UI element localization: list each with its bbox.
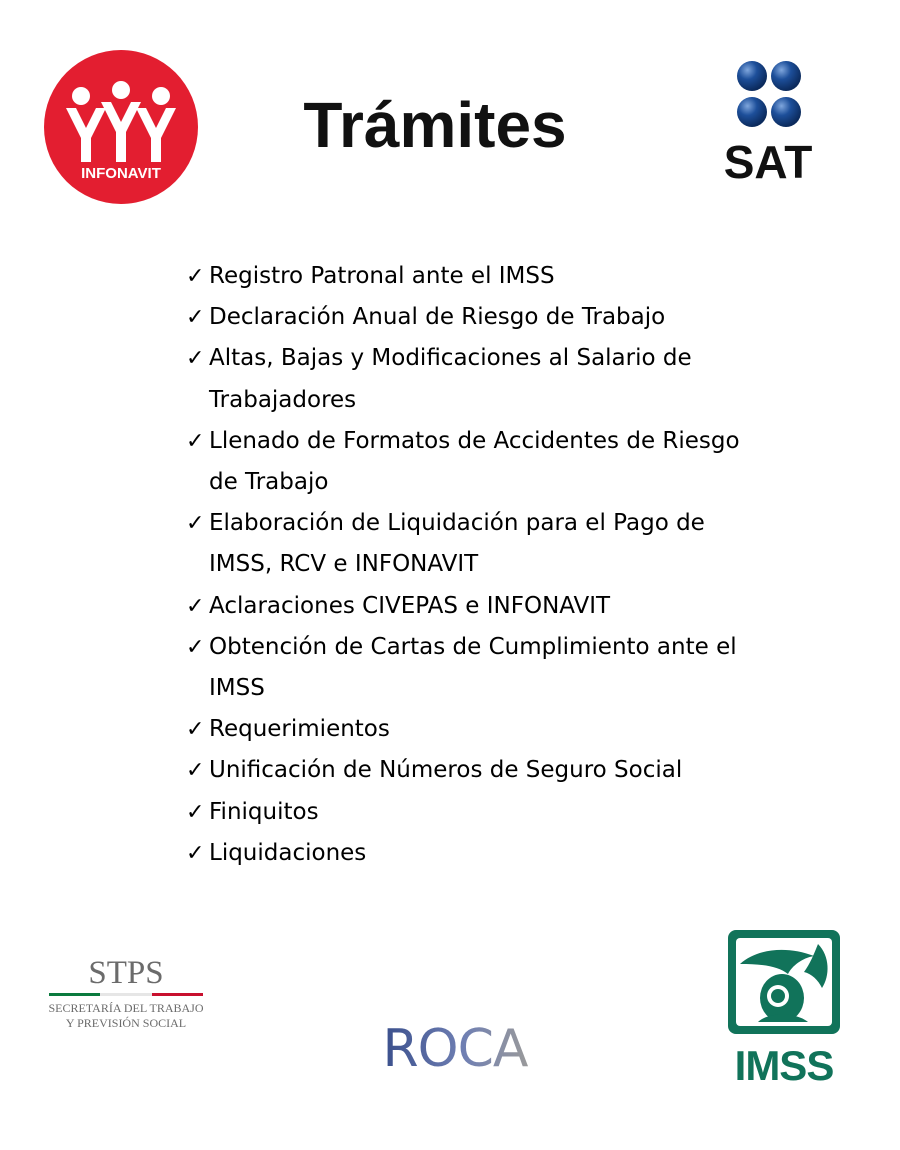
list-item: [186, 627, 746, 709]
stps-acronym: STPS: [88, 955, 164, 991]
list-item-label: Unificación de Números de Seguro Social: [209, 757, 683, 784]
list-item: [186, 750, 746, 791]
check-icon: ✓: [186, 758, 205, 784]
list-item-label: Obtención de Cartas de Cumplimiento ante el IMSS: [209, 633, 737, 702]
list-item-label: Finiquitos: [209, 798, 319, 825]
check-icon: ✓: [186, 717, 205, 743]
check-icon: ✓: [186, 593, 205, 619]
imss-logo-text: IMSS: [734, 1042, 834, 1086]
imss-logo: [718, 926, 850, 1086]
roca-logo-text: ROCA: [382, 1019, 528, 1076]
check-icon: ✓: [186, 428, 205, 454]
roca-logo: [376, 1018, 534, 1076]
list-item: [186, 586, 746, 627]
check-icon: ✓: [186, 634, 205, 660]
list-item-label: Llenado de Formatos de Accidentes de Riesgo de Trabajo: [209, 427, 740, 496]
list-item: [186, 792, 746, 833]
list-item: [186, 833, 746, 874]
stps-logo: [46, 953, 206, 1033]
check-icon: ✓: [186, 799, 205, 825]
list-item-label: Requerimientos: [209, 716, 390, 743]
check-icon: ✓: [186, 264, 205, 289]
stps-line2: Y PREVISIÓN SOCIAL: [65, 1016, 187, 1030]
check-icon: ✓: [186, 346, 205, 372]
list-item-label: Registro Patronal ante el IMSS: [209, 263, 555, 289]
sat-logo-text: SAT: [723, 136, 813, 182]
tramites-list: [186, 256, 746, 874]
list-item: [186, 503, 746, 585]
list-item: [186, 338, 746, 420]
list-item-label: Declaración Anual de Riesgo de Trabajo: [209, 304, 666, 331]
check-icon: ✓: [186, 840, 205, 866]
sat-logo: [696, 58, 840, 182]
list-item: [186, 297, 746, 338]
infonavit-logo-text: INFONAVIT: [81, 165, 161, 182]
list-item-label: Elaboración de Liquidación para el Pago de IMSS, RCV e INFONAVIT: [209, 510, 705, 578]
list-item: [186, 421, 746, 503]
list-item: [186, 709, 746, 750]
page-title: Trámites: [303, 89, 567, 161]
stps-line1: SECRETARÍA DEL TRABAJO: [48, 1001, 204, 1015]
infonavit-logo: [44, 50, 198, 204]
check-icon: ✓: [186, 511, 205, 537]
list-item: [186, 256, 746, 297]
list-item-label: Altas, Bajas y Modificaciones al Salario de Trabajadores: [209, 345, 692, 413]
list-item-label: Aclaraciones CIVEPAS e INFONAVIT: [209, 592, 611, 619]
list-item-label: Liquidaciones: [209, 839, 367, 866]
check-icon: ✓: [186, 305, 205, 331]
